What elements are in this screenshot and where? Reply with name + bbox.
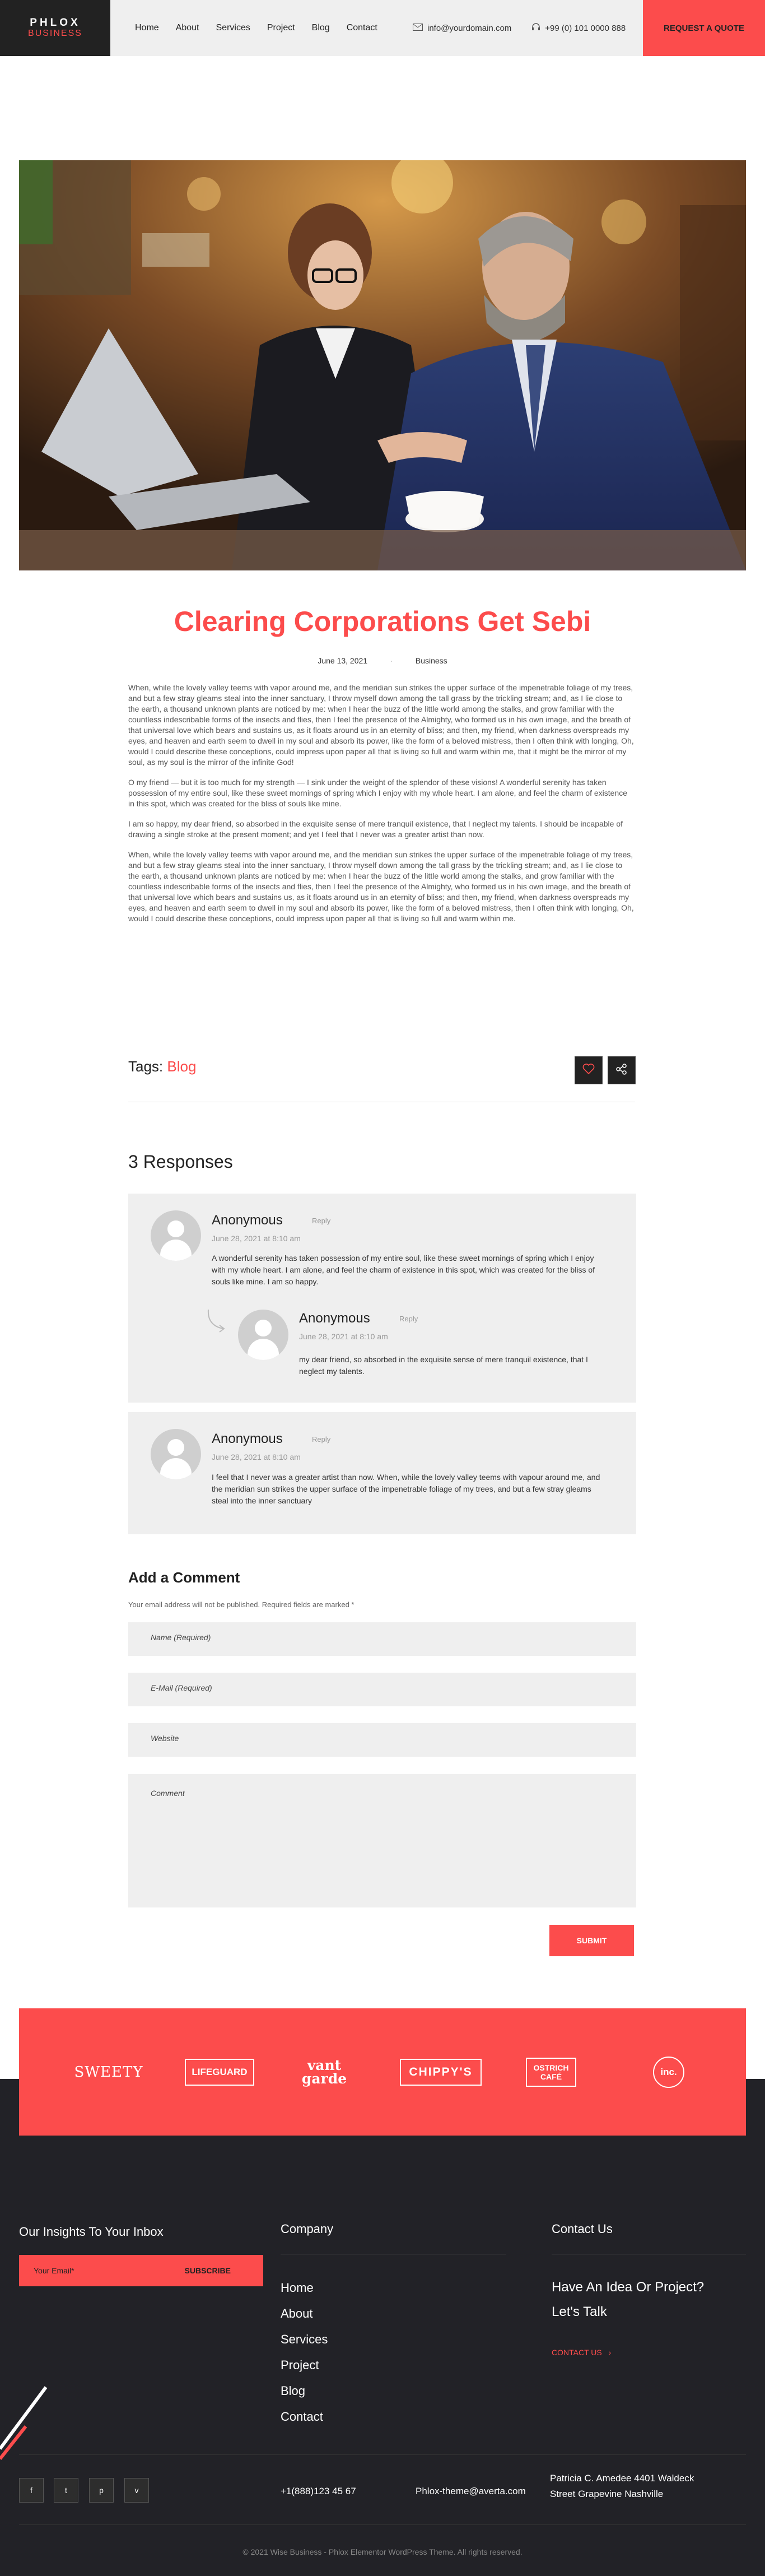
subscribe-button[interactable]: SUBSCRIBE — [184, 2266, 231, 2275]
brand-logo: inc. — [635, 2008, 702, 2136]
comment-date: June 28, 2021 at 8:10 am — [212, 1234, 301, 1243]
tag-blog[interactable]: Blog — [167, 1058, 197, 1075]
post-featured-image — [19, 160, 746, 570]
nav-about[interactable]: About — [175, 23, 199, 33]
brand-logo: SWEETY — [74, 2063, 143, 2081]
footer-address: Patricia C. Amedee 4401 Waldeck Street Grapevine Nashville — [550, 2473, 694, 2499]
share-button[interactable] — [608, 1056, 636, 1084]
contact-us-link[interactable]: CONTACT US › — [552, 2348, 612, 2357]
reply-link[interactable]: Reply — [312, 1435, 331, 1444]
like-button[interactable] — [575, 1056, 603, 1084]
newsletter-title: Our Insights To Your Inbox — [19, 2225, 164, 2239]
facebook-icon[interactable]: f — [19, 2478, 44, 2503]
comment-author: Anonymous — [212, 1431, 283, 1446]
heart-icon — [582, 1064, 595, 1078]
pinterest-icon[interactable]: p — [89, 2478, 114, 2503]
divider — [19, 2454, 746, 2455]
site-logo[interactable] — [0, 0, 110, 56]
comment-date: June 28, 2021 at 8:10 am — [212, 1452, 301, 1461]
meta-separator: · — [390, 656, 393, 665]
divider — [19, 2524, 746, 2525]
nav-blog[interactable]: Blog — [311, 23, 330, 33]
post-content — [128, 683, 635, 934]
header-contacts — [413, 22, 626, 34]
logo-subtitle: BUSINESS — [28, 29, 82, 38]
avatar — [238, 1310, 288, 1360]
post-paragraph: When, while the lovely valley teems with vapor around me, and the meridian sun strikes the upper surface of the impenetrable foliage of my trees, and but a few stray gleams steal into the inner sanctuary, I throw myself down among the tall grass by the trickling stream; and, as I lie close to the earth, a thousand unknown plants are noticed by me: when I hear the buzz of the little world among the stalks, and grow familiar with the countless indescribable forms of the insects and flies, then I feel the presence of the Almighty, who formed us in his own image, and the breath of that universal love which bears and sustains us, as it floats around us in an eternity of bliss; and then, my friend, when darkness overspreads my eyes, and heaven and earth seem to dwell in my soul and absorb its power, like the form of a beloved mistress, then I often think with longing, Oh, would I could describe these conceptions, could impress upon paper all that is living so full and warm within me. — [128, 850, 634, 923]
post-paragraph: When, while the lovely valley teems with vapor around me, and the meridian sun strikes the upper surface of the impenetrable foliage of my trees, and but a few stray gleams steal into the inner sanctuary, I throw myself down among the tall grass by the trickling stream; and, as I lie close to the earth, a thousand unknown plants are noticed by me: when I hear the buzz of the little world among the stalks, and grow familiar with the countless indescribable forms of the insects and flies, then I feel the presence of the Almighty, who formed us in his own image, and the breath of that universal love which bears and sustains us, as it floats around us in an eternity of bliss; and then, my friend, when darkness overspreads my eyes, and heaven and earth seem to dwell in my soul and absorb its power, like the form of a beloved mistress, then I often think with longing, Oh, would I could describe these conceptions, could impress upon paper all that is living so full and warm within me, that it might be the mirror of my soul, as my soul is the mirror of the infinite God! — [128, 683, 634, 767]
footer-link-blog[interactable]: Blog — [281, 2384, 306, 2398]
brand-logo: LIFEGUARD — [180, 2008, 259, 2136]
form-note: Your email address will not be published. Required fields are marked * — [128, 1600, 354, 1609]
nav-project[interactable]: Project — [267, 23, 295, 33]
avatar — [151, 1429, 201, 1479]
newsletter-email-input[interactable]: Your Email* — [34, 2266, 74, 2275]
header-email[interactable]: info@yourdomain.com — [427, 23, 512, 33]
footer-link-about[interactable]: About — [281, 2306, 313, 2320]
brand-logo: OSTRICH CAFÉ — [512, 2008, 590, 2136]
twitter-icon[interactable]: t — [54, 2478, 78, 2503]
footer-menu — [281, 2275, 328, 2430]
post-category[interactable]: Business — [415, 656, 447, 665]
header-phone[interactable]: +99 (0) 101 0000 888 — [545, 23, 626, 33]
brand-logos-band — [19, 2008, 746, 2136]
comment-text: I feel that I never was a greater artist than now. When, while the lovely valley teems with vapour around me, and the meridian sun strikes the upper surface of the impenetrable foliage of my trees, and but a few stray gleams steal into the inner sanctuary — [212, 1473, 600, 1505]
newsletter-form — [19, 2255, 263, 2286]
tags-label: Tags: — [128, 1058, 164, 1075]
logo-wordmark: PHLOX — [30, 17, 81, 29]
post-paragraph: I am so happy, my dear friend, so absorbed in the exquisite sense of mere tranquil existence, that I neglect my talents. I should be incapable of drawing a single stroke at the present moment; and yet I feel that I never was a greater artist than now. — [128, 819, 623, 839]
nav-contact[interactable]: Contact — [346, 23, 377, 33]
email-field[interactable]: E-Mail (Required) — [128, 1673, 636, 1706]
reply-arrow-icon — [206, 1308, 228, 1336]
post-paragraph: O my friend — but it is too much for my strength — I sink under the weight of the splendor of these visions! A wonderful serenity has taken possession of my entire soul, like these sweet mornings of spring which I enjoy with my whole heart. I am alone, and feel the charm of existence in this spot, which was created for the bliss of souls like mine. — [128, 778, 627, 808]
copyright: © 2021 Wise Business - Phlox Elementor WordPress Theme. All rights reserved. — [242, 2547, 523, 2556]
name-field[interactable]: Name (Required) — [128, 1622, 636, 1656]
footer-phone[interactable]: +1(888)123 45 67 — [281, 2486, 356, 2496]
comment-author: Anonymous — [299, 1311, 370, 1326]
brand-logo: vant garde — [301, 2057, 347, 2087]
footer-email[interactable]: Phlox-theme@averta.com — [416, 2486, 526, 2496]
post-tags — [128, 1058, 196, 1075]
post-date[interactable]: June 13, 2021 — [318, 656, 368, 665]
footer-link-project[interactable]: Project — [281, 2358, 319, 2372]
avatar — [151, 1210, 201, 1261]
submit-button[interactable]: SUBMIT — [549, 1925, 634, 1956]
share-icon — [615, 1063, 628, 1078]
site-header — [0, 0, 765, 56]
nav-home[interactable]: Home — [135, 23, 159, 33]
main-nav — [135, 23, 394, 33]
headset-icon — [531, 22, 540, 34]
post-meta — [0, 656, 765, 665]
nav-services[interactable]: Services — [216, 23, 250, 33]
footer-link-contact[interactable]: Contact — [281, 2410, 323, 2424]
comment-date: June 28, 2021 at 8:10 am — [299, 1332, 388, 1341]
comment-thread — [128, 1412, 636, 1534]
comment-text: A wonderful serenity has taken possession of my entire soul, like these sweet mornings of spring which I enjoy with my whole heart. I am alone, and feel the charm of existence in this spot, which was created for the bliss of souls like mine. I am so happy. — [212, 1254, 595, 1286]
mail-icon — [413, 24, 423, 33]
chevron-right-icon: › — [608, 2348, 612, 2357]
comment-textarea[interactable]: Comment — [128, 1774, 636, 1907]
post-title: Clearing Corporations Get Sebi — [174, 606, 591, 637]
vimeo-icon[interactable]: v — [124, 2478, 149, 2503]
add-comment-title: Add a Comment — [128, 1569, 240, 1586]
reply-link[interactable]: Reply — [399, 1315, 418, 1323]
reply-link[interactable]: Reply — [312, 1217, 331, 1225]
footer-link-services[interactable]: Services — [281, 2332, 328, 2346]
contact-heading: Have An Idea Or Project? Let's Talk — [552, 2280, 705, 2319]
website-field[interactable]: Website — [128, 1723, 636, 1757]
brand-logo: CHIPPY'S — [393, 2008, 488, 2136]
request-quote-button[interactable]: REQUEST A QUOTE — [643, 0, 765, 56]
comment-thread — [128, 1194, 636, 1403]
decorative-stripe — [0, 2382, 56, 2463]
responses-title: 3 Responses — [128, 1152, 233, 1172]
comment-text: my dear friend, so absorbed in the exquisite sense of mere tranquil existence, that I neglect my talents. — [299, 1355, 588, 1376]
contact-title: Contact Us — [552, 2222, 613, 2236]
company-title: Company — [281, 2222, 334, 2236]
comment-author: Anonymous — [212, 1213, 283, 1228]
footer-link-home[interactable]: Home — [281, 2281, 314, 2295]
